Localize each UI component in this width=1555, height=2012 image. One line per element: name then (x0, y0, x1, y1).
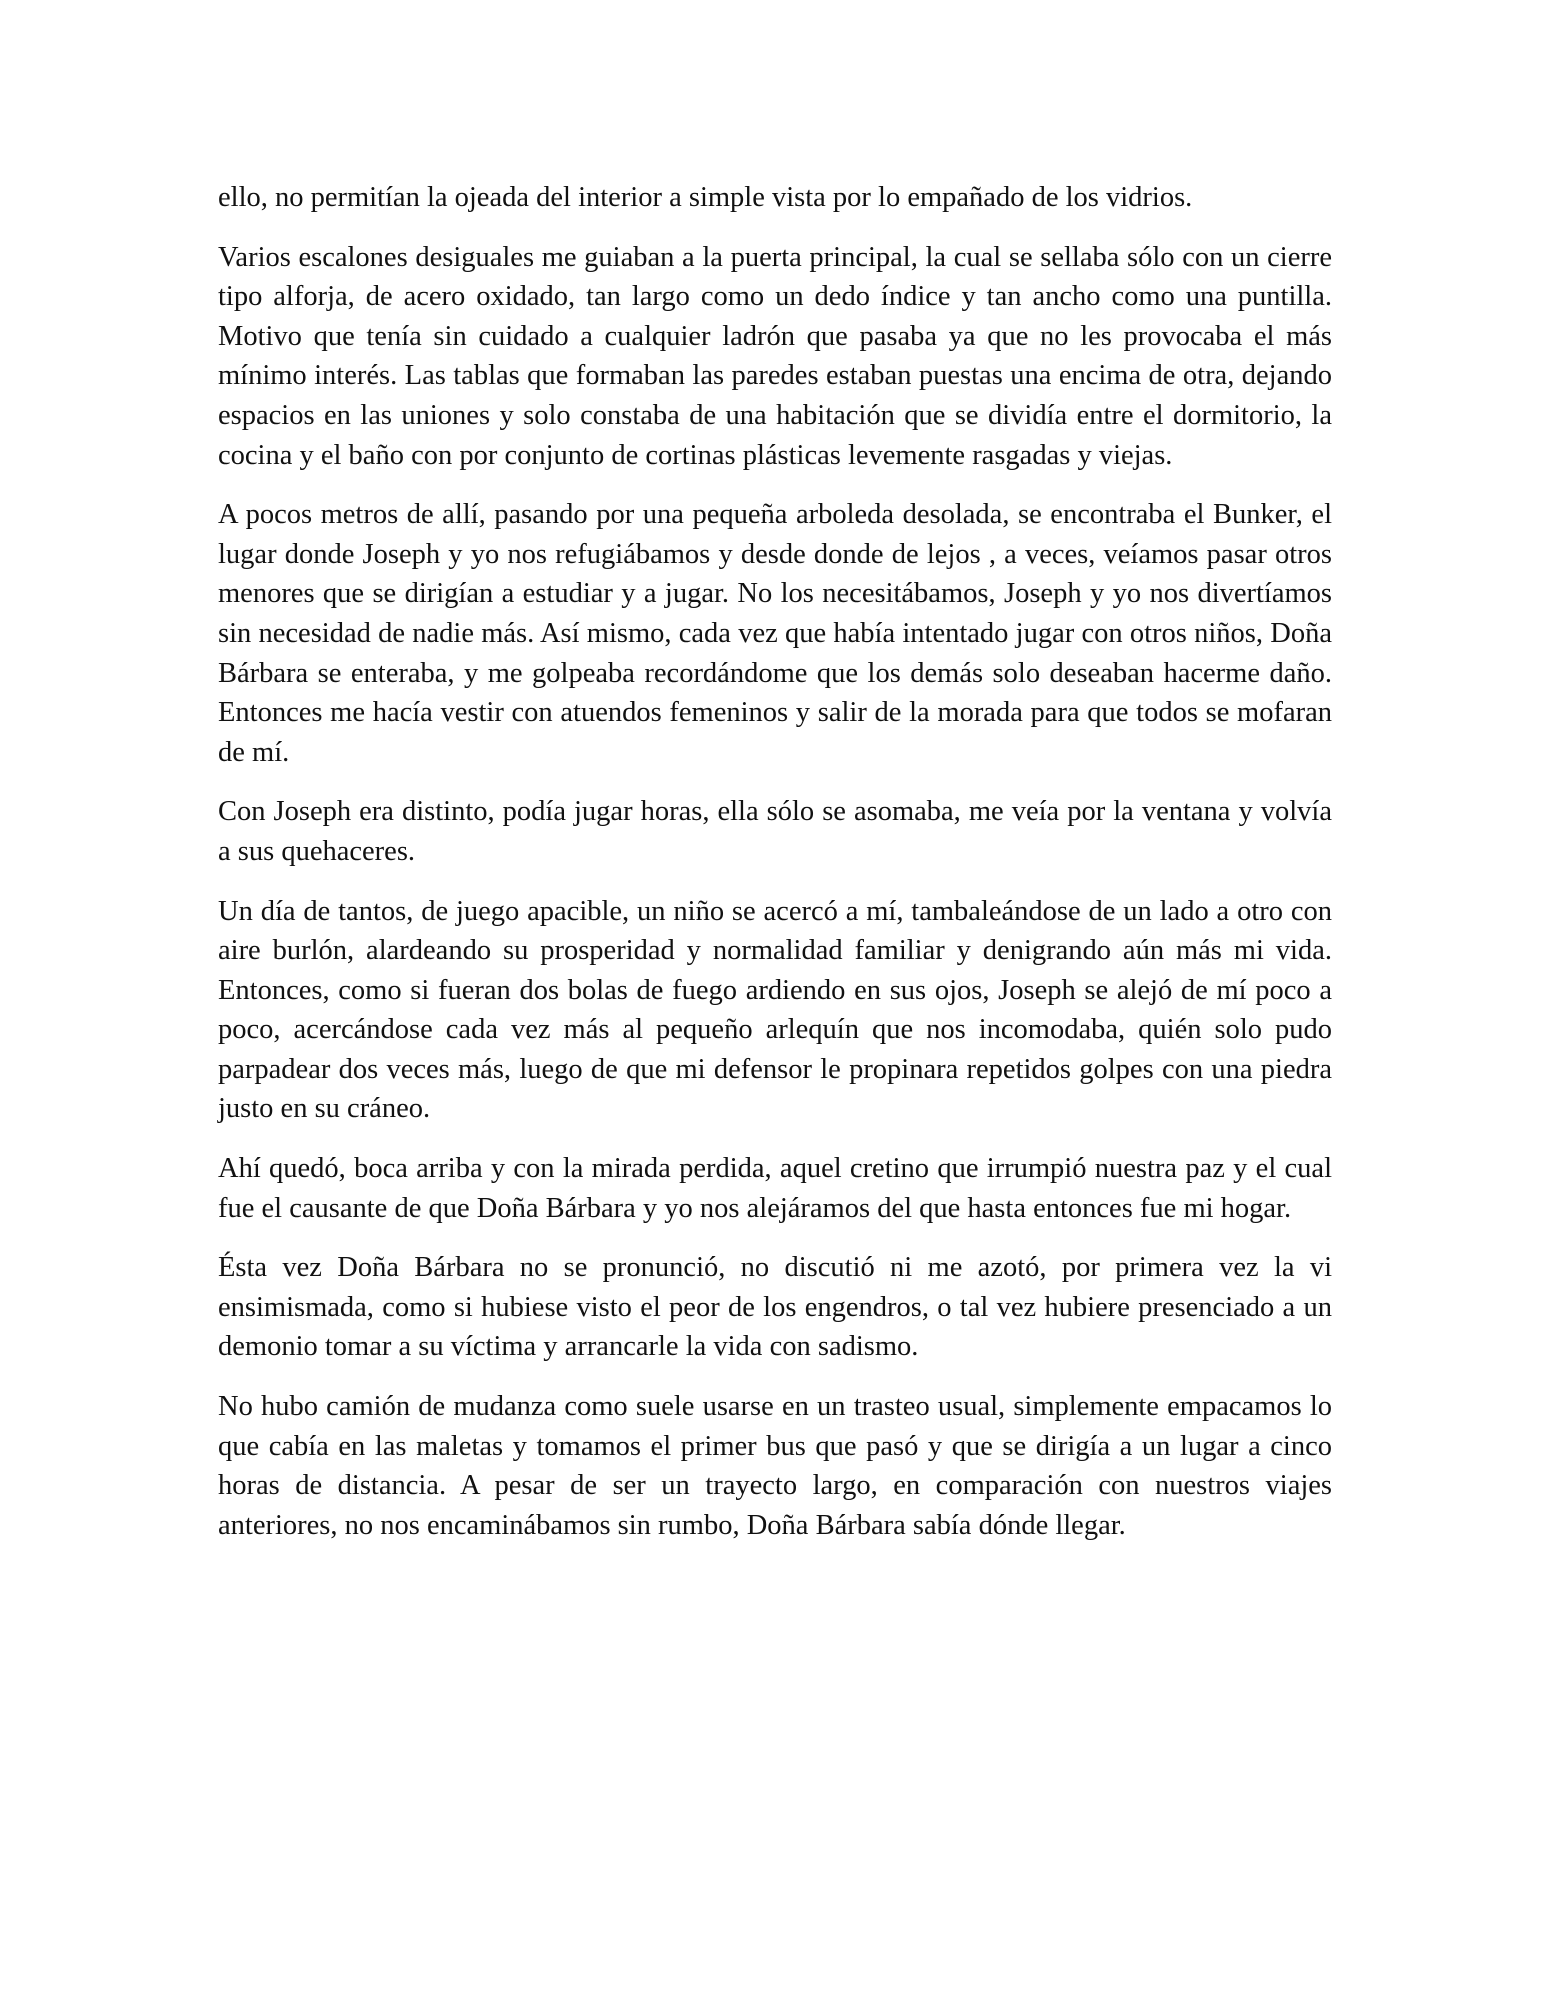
paragraph-3: A pocos metros de allí, pasando por una pequeña arboleda desolada, se encontraba el Bunker, el lugar donde Joseph y yo nos refugiábamos y desde donde de lejos , a veces, veíamos pasar otros menores que se dirigían a estudiar y a jugar. No los necesitábamos, Joseph y yo nos divertíamos sin necesidad de nadie más. Así mismo, cada vez que había intentado jugar con otros niños, Doña Bárbara se enteraba, y me golpeaba recordándome que los demás solo deseaban hacerme daño. Entonces me hacía vestir con atuendos femeninos y salir de la morada para que todos se mofaran de mí. (218, 499, 1332, 768)
paragraph-1: ello, no permitían la ojeada del interior a simple vista por lo empañado de los vidrios. (218, 182, 1193, 213)
paragraph-6: Ahí quedó, boca arriba y con la mirada perdida, aquel cretino que irrumpió nuestra paz y el cual fue el causante de que Doña Bárbara y yo nos alejáramos del que hasta entonces fue mi hogar. (218, 1153, 1332, 1224)
paragraph-4: Con Joseph era distinto, podía jugar horas, ella sólo se asomaba, me veía por la ventana y volvía a sus quehaceres. (218, 796, 1332, 867)
paragraph-7: Ésta vez Doña Bárbara no se pronunció, no discutió ni me azotó, por primera vez la vi ensimismada, como si hubiese visto el peor de los engendros, o tal vez hubiere presenciado a un demonio tomar a su víctima y arrancarle la vida con sadismo. (218, 1252, 1332, 1363)
paragraph-5: Un día de tantos, de juego apacible, un niño se acercó a mí, tambaleándose de un lado a otro con aire burlón, alardeando su prosperidad y normalidad familiar y denigrando aún más mi vida. Entonces, como si fueran dos bolas de fuego ardiendo en sus ojos, Joseph se alejó de mí poco a poco, acercándose cada vez más al pequeño arlequín que nos incomodaba, quién solo pudo parpadear dos veces más, luego de que mi defensor le propinara repetidos golpes con una piedra justo en su cráneo. (218, 895, 1332, 1125)
paragraph-8: No hubo camión de mudanza como suele usarse en un trasteo usual, simplemente empacamos lo que cabía en las maletas y tomamos el primer bus que pasó y que se dirigía a un lugar a cinco horas de distancia. A pesar de ser un trayecto largo, en comparación con nuestros viajes anteriores, no nos encaminábamos sin rumbo, Doña Bárbara sabía dónde llegar. (218, 1391, 1332, 1541)
paragraph-2: Varios escalones desiguales me guiaban a la puerta principal, la cual se sellaba sólo con un cierre tipo alforja, de acero oxidado, tan largo como un dedo índice y tan ancho como una puntilla. Motivo que tenía sin cuidado a cualquier ladrón que pasaba ya que no les provocaba el más mínimo interés. Las tablas que formaban las paredes estaban puestas una encima de otra, dejando espacios en las uniones y solo constaba de una habitación que se dividía entre el dormitorio, la cocina y el baño con por conjunto de cortinas plásticas levemente rasgadas y viejas. (218, 241, 1332, 471)
body-text (218, 178, 1332, 1565)
